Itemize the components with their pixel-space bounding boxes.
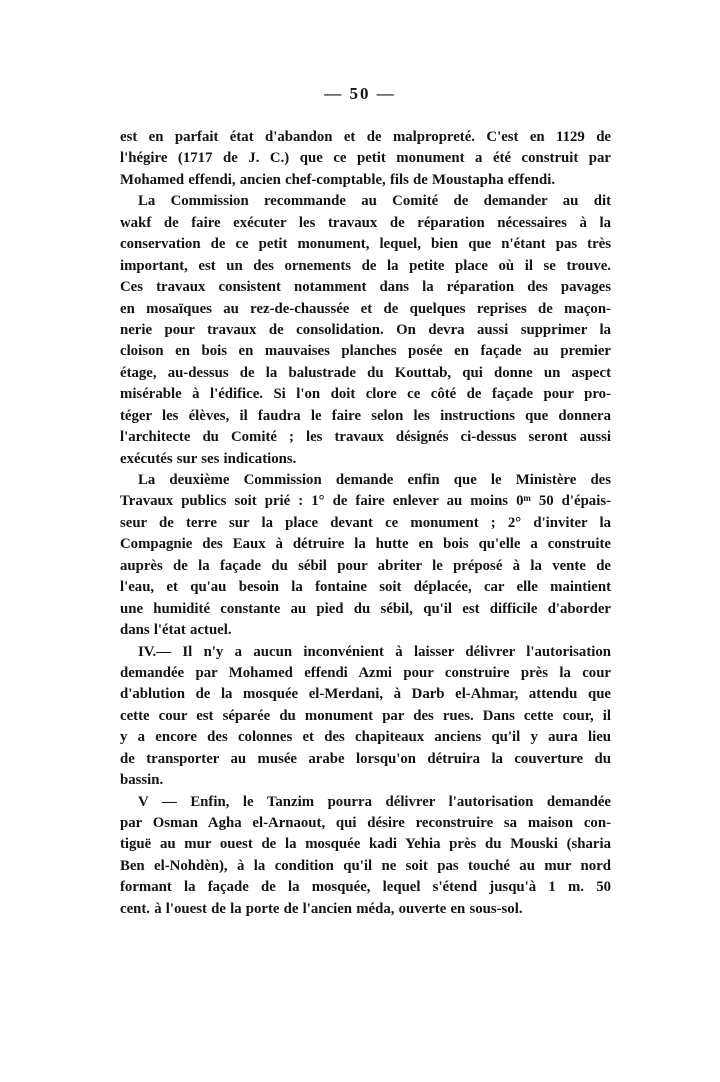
text-line: tiguë au mur ouest de la mosquée kadi Yehia près du Mouski (sharia xyxy=(120,836,611,853)
text-line: misérable à l'édifice. Si l'on doit clore ce côté de façade pour pro- xyxy=(120,386,611,403)
text-line: bassin. xyxy=(120,772,164,789)
text-line: y a encore des colonnes et des chapiteaux anciens qu'il y aura lieu xyxy=(120,729,611,746)
text-line: IV.— Il n'y a aucun inconvénient à laisser délivrer l'autorisation xyxy=(138,643,611,660)
text-line: est en parfait état d'abandon et de malpropreté. C'est en 1129 de xyxy=(120,129,611,145)
text-line: La Commission recommande au Comité de demander au dit xyxy=(138,193,611,210)
text-line: en mosaïques au rez-de-chaussée et de quelques reprises de maçon- xyxy=(120,300,611,317)
text-line: une humidité constante au pied du sébil, qu'il est difficile d'aborder xyxy=(120,600,611,617)
text-line: exécutés sur ses indications. xyxy=(120,450,297,467)
text-line: par Osman Agha el-Arnaout, qui désire reconstruire sa maison con- xyxy=(120,815,611,831)
text-line: nerie pour travaux de consolidation. On devra aussi supprimer la xyxy=(120,321,611,338)
text-line: l'architecte du Comité ; les travaux désignés ci-dessus seront aussi xyxy=(120,429,611,446)
text-line: demandée par Mohamed effendi Azmi pour construire près la cour xyxy=(120,664,611,681)
text-line: cette cour est séparée du monument par des rues. Dans cette cour, il xyxy=(120,707,611,724)
text-line: téger les élèves, il faudra le faire selon les instructions que donnera xyxy=(120,407,611,424)
page-body xyxy=(120,127,611,920)
text-line: cloison en bois en mauvaises planches posée en façade au premier xyxy=(120,343,611,360)
text-line: seur de terre sur la place devant ce monument ; 2° d'inviter la xyxy=(120,514,611,531)
text-line: conservation de ce petit monument, lequel, bien que n'étant pas très xyxy=(120,236,611,253)
text-line: cent. à l'ouest de la porte de l'ancien méda, ouverte en sous-sol. xyxy=(120,900,523,917)
text-line: formant la façade de la mosquée, lequel s'étend jusqu'à 1 m. 50 xyxy=(120,879,611,896)
text-line: Ces travaux consistent notamment dans la réparation des pavages xyxy=(120,279,611,296)
text-line: Travaux publics soit prié : 1° de faire enlever au moins 0ᵐ 50 d'épais- xyxy=(120,493,611,510)
text-line: La deuxième Commission demande enfin que le Ministère des xyxy=(138,472,611,488)
page-number: — 50 — xyxy=(324,84,396,103)
text-line: V — Enfin, le Tanzim pourra délivrer l'autorisation demandée xyxy=(138,793,611,810)
text-line: auprès de la façade du sébil pour abriter le préposé à la vente de xyxy=(120,557,611,574)
text-line: l'hégire (1717 de J. C.) que ce petit monument a été construit par xyxy=(120,150,611,167)
text-line: Mohamed effendi, ancien chef-comptable, fils de Moustapha effendi. xyxy=(120,171,556,188)
text-line: important, est un des ornements de la petite place où il se trouve. xyxy=(120,257,611,274)
text-line: dans l'état actuel. xyxy=(120,622,232,639)
text-line: d'ablution de la mosquée el-Merdani, à Darb el-Ahmar, attendu que xyxy=(120,686,611,703)
text-line: wakf de faire exécuter les travaux de réparation nécessaires à la xyxy=(120,214,611,231)
text-line: Compagnie des Eaux à détruire la hutte en bois qu'elle a construite xyxy=(120,536,611,553)
text-line: l'eau, et qu'au besoin la fontaine soit déplacée, car elle maintient xyxy=(120,579,611,596)
text-line: Ben el-Nohdèn), à la condition qu'il ne soit pas touché au mur nord xyxy=(120,857,611,874)
text-line: étage, au-dessus de la balustrade du Kouttab, qui donne un aspect xyxy=(120,364,611,381)
text-line: de transporter au musée arabe lorsqu'on détruira la couverture du xyxy=(120,750,611,767)
